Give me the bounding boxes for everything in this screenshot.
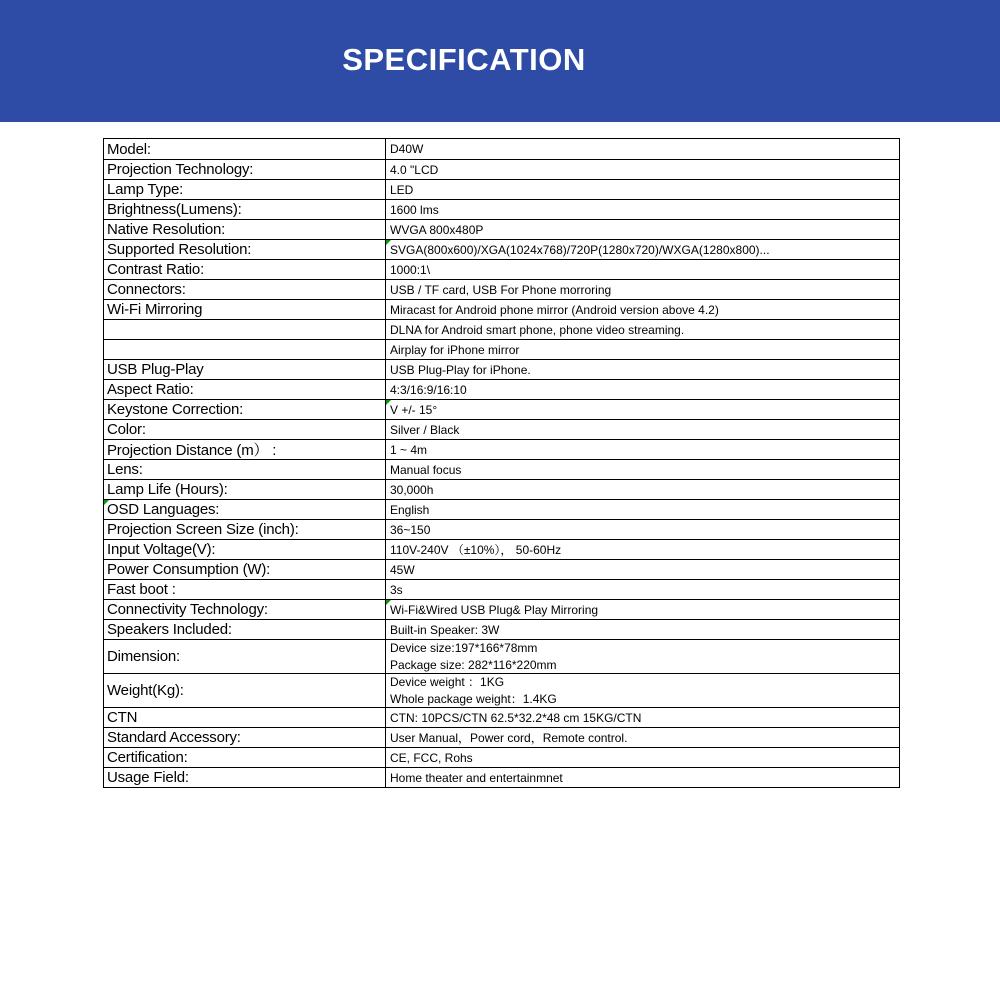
spec-value-text: 3s xyxy=(390,582,403,597)
spec-row xyxy=(104,439,899,459)
spec-value-text: D40W xyxy=(390,142,424,156)
page-title: SPECIFICATION xyxy=(342,42,586,77)
spec-label-cell xyxy=(104,768,386,787)
spec-row xyxy=(104,499,899,519)
spec-value-line: Package size: 282*116*220mm xyxy=(390,657,557,672)
spec-value-text: LED xyxy=(390,182,414,197)
spec-label-cell xyxy=(104,640,386,673)
spec-row xyxy=(104,639,899,673)
spec-row xyxy=(104,619,899,639)
spec-label-cell xyxy=(104,340,386,359)
spec-value-text: 110V-240V （±10%）， 50-60Hz xyxy=(390,543,562,557)
spec-label-cell xyxy=(104,674,386,707)
spec-label-text: Contrast Ratio: xyxy=(107,261,205,278)
spec-label-cell xyxy=(104,728,386,747)
spec-value-cell xyxy=(386,180,899,199)
spec-label-cell xyxy=(104,620,386,639)
spec-value-cell xyxy=(386,728,899,747)
spec-row xyxy=(104,159,899,179)
spec-value-text: 1000:1\ xyxy=(390,262,431,277)
spec-row xyxy=(104,139,899,159)
spec-value-text: USB / TF card, USB For Phone morroring xyxy=(390,282,612,297)
spec-label-cell xyxy=(104,600,386,619)
spec-value-cell xyxy=(386,620,899,639)
spec-label-text: Speakers Included: xyxy=(107,621,232,638)
spec-value-cell xyxy=(386,708,899,727)
spec-value-cell xyxy=(386,540,899,559)
spec-value-text: 1600 lms xyxy=(390,202,439,217)
spec-value-text: CTN: 10PCS/CTN 62.5*32.2*48 cm 15KG/CTN xyxy=(390,710,642,725)
spec-label-text: Projection Technology: xyxy=(107,161,254,178)
spec-label-text: USB Plug-Play xyxy=(107,361,204,378)
comment-marker-icon xyxy=(386,600,391,605)
spec-row xyxy=(104,219,899,239)
spec-label-text: Keystone Correction: xyxy=(107,401,244,418)
spec-label-cell xyxy=(104,360,386,379)
spec-value-cell xyxy=(386,580,899,599)
spec-value-cell xyxy=(386,340,899,359)
comment-marker-icon xyxy=(386,240,391,245)
spec-value-cell xyxy=(386,260,899,279)
spec-value-cell xyxy=(386,674,899,707)
spec-row xyxy=(104,179,899,199)
spec-label-text: Input Voltage(V): xyxy=(107,541,216,558)
spec-row xyxy=(104,259,899,279)
spec-row xyxy=(104,519,899,539)
spec-row xyxy=(104,707,899,727)
spec-value-text: Silver / Black xyxy=(390,422,460,437)
spec-label-cell xyxy=(104,240,386,259)
spec-value-text: 1 ~ 4m xyxy=(390,442,428,457)
spec-value-text: DLNA for Android smart phone, phone video streaming. xyxy=(390,322,685,337)
spec-label-text: Certification: xyxy=(107,749,188,766)
spec-label-cell xyxy=(104,748,386,767)
spec-label-cell xyxy=(104,520,386,539)
spec-label-cell xyxy=(104,560,386,579)
spec-label-text: Standard Accessory: xyxy=(107,729,241,746)
spec-value-text: Built-in Speaker: 3W xyxy=(390,622,500,637)
spec-label-cell xyxy=(104,400,386,419)
spec-label-cell xyxy=(104,280,386,299)
spec-value-cell xyxy=(386,748,899,767)
spec-row xyxy=(104,479,899,499)
spec-row xyxy=(104,239,899,259)
spec-value-cell xyxy=(386,640,899,673)
spec-value-text: CE, FCC, Rohs xyxy=(390,750,473,765)
spec-label-text: Projection Screen Size (inch): xyxy=(107,521,299,538)
spec-value-cell xyxy=(386,440,899,459)
spec-value-cell xyxy=(386,420,899,439)
spec-row xyxy=(104,379,899,399)
spec-label-cell xyxy=(104,440,386,459)
spec-label-cell xyxy=(104,500,386,519)
spec-value-cell xyxy=(386,380,899,399)
spec-label-text: Lens: xyxy=(107,461,143,478)
spec-label-text: Wi-Fi Mirroring xyxy=(107,301,203,318)
spec-row xyxy=(104,279,899,299)
spec-label-text: Native Resolution: xyxy=(107,221,226,238)
spec-label-text: Weight(Kg): xyxy=(107,682,184,699)
spec-label-cell xyxy=(104,260,386,279)
spec-value-cell xyxy=(386,768,899,787)
spec-label-cell xyxy=(104,300,386,319)
spec-label-text: Brightness(Lumens): xyxy=(107,201,242,218)
spec-value-cell xyxy=(386,220,899,239)
spec-label-text: CTN xyxy=(107,709,138,726)
spec-value-cell xyxy=(386,400,899,419)
spec-value-cell xyxy=(386,560,899,579)
spec-label-text: Aspect Ratio: xyxy=(107,381,194,398)
spec-value-text: 45W xyxy=(390,562,415,577)
spec-value-cell xyxy=(386,160,899,179)
spec-row xyxy=(104,399,899,419)
spec-label-cell xyxy=(104,160,386,179)
spec-label-text: Lamp Type: xyxy=(107,181,184,198)
spec-value-text: Wi-Fi&Wired USB Plug& Play Mirroring xyxy=(390,602,599,617)
spec-value-cell xyxy=(386,139,899,159)
spec-value-text: 4.0 "LCD xyxy=(390,162,439,177)
spec-label-cell xyxy=(104,708,386,727)
spec-label-cell xyxy=(104,540,386,559)
spec-value-text: USB Plug-Play for iPhone. xyxy=(390,362,531,377)
spec-row xyxy=(104,459,899,479)
spec-value-text: Manual focus xyxy=(390,462,462,477)
spec-label-cell xyxy=(104,320,386,339)
spec-row xyxy=(104,559,899,579)
spec-row xyxy=(104,599,899,619)
spec-value-cell xyxy=(386,280,899,299)
spec-row xyxy=(104,319,899,339)
spec-label-text: Supported Resolution: xyxy=(107,241,252,258)
spec-label-cell xyxy=(104,380,386,399)
spec-row xyxy=(104,747,899,767)
spec-value-line: Whole package weight：1.4KG xyxy=(390,691,557,706)
spec-value-text: SVGA(800x600)/XGA(1024x768)/720P(1280x720)/WXGA(1280x800)... xyxy=(390,242,770,257)
spec-value-text: Home theater and entertainmnet xyxy=(390,770,563,785)
spec-label-text: Lamp Life (Hours): xyxy=(107,481,228,498)
spec-value-cell xyxy=(386,460,899,479)
spec-label-text: Fast boot : xyxy=(107,581,176,598)
spec-label-text: Connectors: xyxy=(107,281,186,298)
spec-label-text: Power Consumption (W): xyxy=(107,561,271,578)
spec-row xyxy=(104,419,899,439)
spec-row xyxy=(104,673,899,707)
spec-label-cell xyxy=(104,220,386,239)
spec-value-text: English xyxy=(390,502,430,517)
spec-value-cell xyxy=(386,360,899,379)
header-banner xyxy=(0,0,1000,122)
spec-label-text: Projection Distance (m） : xyxy=(107,442,277,459)
spec-row xyxy=(104,299,899,319)
spec-label-text: OSD Languages: xyxy=(107,501,220,518)
spec-row xyxy=(104,339,899,359)
spec-label-text: Connectivity Technology: xyxy=(107,601,268,618)
spec-value-text: 4:3/16:9/16:10 xyxy=(390,382,467,397)
comment-marker-icon xyxy=(386,400,391,405)
spec-value-cell xyxy=(386,520,899,539)
spec-value-text: WVGA 800x480P xyxy=(390,222,484,237)
spec-value-text: Airplay for iPhone mirror xyxy=(390,342,520,357)
spec-value-cell xyxy=(386,480,899,499)
spec-value-cell xyxy=(386,500,899,519)
spec-value-cell xyxy=(386,320,899,339)
spec-label-cell xyxy=(104,139,386,159)
spec-label-cell xyxy=(104,480,386,499)
spec-value-text: User Manual，Power cord，Remote control. xyxy=(390,731,628,745)
spec-row xyxy=(104,199,899,219)
spec-label-text: Usage Field: xyxy=(107,769,189,786)
spec-value-cell xyxy=(386,200,899,219)
spec-row xyxy=(104,767,899,787)
spec-value-text: V +/- 15° xyxy=(390,402,438,417)
spec-value-cell xyxy=(386,600,899,619)
spec-value-text: Miracast for Android phone mirror (Android version above 4.2) xyxy=(390,302,719,317)
spec-label-text: Color: xyxy=(107,421,146,438)
comment-marker-icon xyxy=(104,500,109,505)
spec-value-line: Device weight ：1KG xyxy=(390,674,505,689)
spec-value-text: 30,000h xyxy=(390,482,434,497)
spec-row xyxy=(104,579,899,599)
spec-value-cell xyxy=(386,240,899,259)
spec-row xyxy=(104,539,899,559)
spec-label-cell xyxy=(104,420,386,439)
spec-label-text: Model: xyxy=(107,140,151,158)
spec-row xyxy=(104,359,899,379)
spec-value-text: 36~150 xyxy=(390,522,431,537)
spec-row xyxy=(104,727,899,747)
spec-table xyxy=(103,138,900,788)
spec-value-cell xyxy=(386,300,899,319)
spec-label-cell xyxy=(104,200,386,219)
spec-label-cell xyxy=(104,180,386,199)
spec-label-text: Dimension: xyxy=(107,648,181,665)
spec-label-cell xyxy=(104,580,386,599)
spec-value-line: Device size:197*166*78mm xyxy=(390,640,538,655)
spec-label-cell xyxy=(104,460,386,479)
